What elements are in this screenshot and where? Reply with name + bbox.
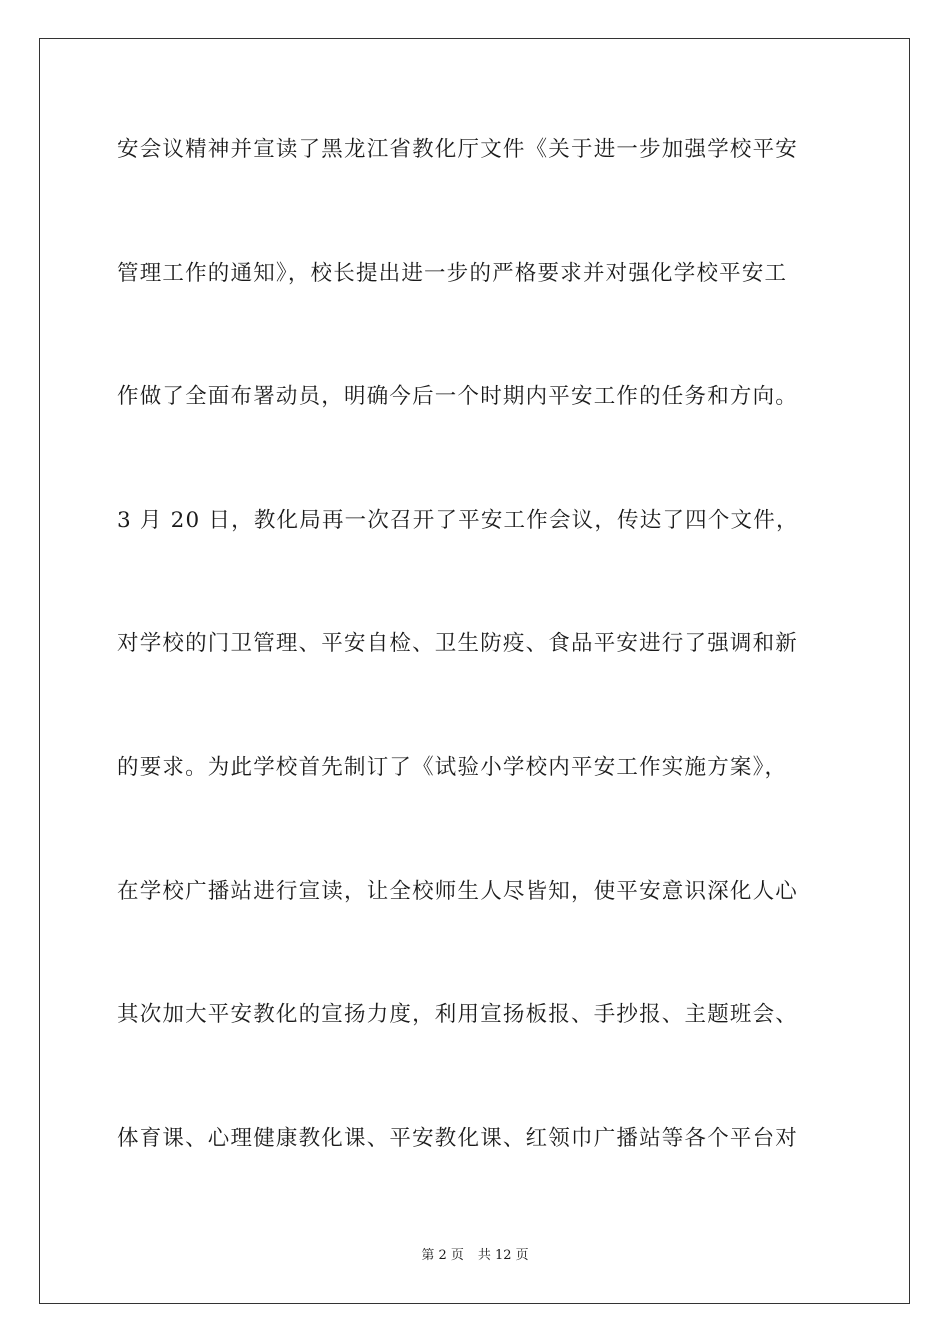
- page-footer: [0, 1247, 950, 1265]
- current-page-number: 第 2 页: [421, 1248, 464, 1263]
- text-line-8: 其次加大平安教化的宣扬力度，利用宣扬板报、手抄报、主题班会、: [117, 1002, 799, 1028]
- text-line-9: 体育课、心理健康教化课、平安教化课、红领巾广播站等各个平台对: [117, 1125, 799, 1151]
- text-line-4: 3 月 20 日，教化局再一次召开了平安工作会议，传达了四个文件，: [117, 507, 799, 533]
- text-line-3: 作做了全面布署动员，明确今后一个时期内平安工作的任务和方向。: [117, 384, 799, 410]
- text-line-1: 安会议精神并宣读了黑龙江省教化厅文件《关于进一步加强学校平安: [117, 137, 799, 162]
- text-line-7: 在学校广播站进行宣读，让全校师生人尽皆知，使平安意识深化人心: [117, 878, 799, 904]
- total-page-count: 共 12 页: [477, 1248, 529, 1263]
- document-body: [117, 128, 837, 1240]
- text-line-5: 对学校的门卫管理、平安自检、卫生防疫、食品平安进行了强调和新: [117, 631, 799, 657]
- text-line-2: 管理工作的通知》，校长提出进一步的严格要求并对强化学校平安工: [117, 260, 788, 286]
- text-line-6: 的要求。为此学校首先制订了《试验小学校内平安工作实施方案》，: [117, 754, 788, 780]
